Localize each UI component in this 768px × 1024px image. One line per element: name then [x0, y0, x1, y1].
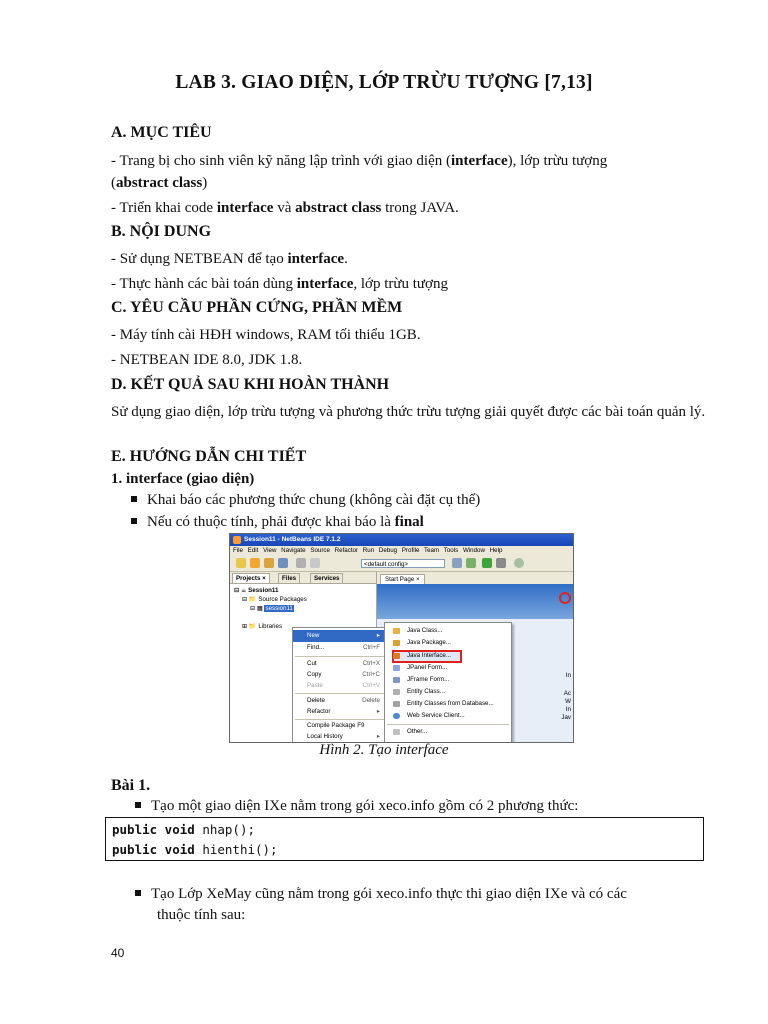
section-b-heading: B. NỘI DUNG [111, 223, 212, 240]
tab-start-page[interactable]: Start Page × [380, 574, 425, 585]
new-project-icon[interactable] [250, 558, 260, 568]
page-title: LAB 3. GIAO DIỆN, LỚP TRỪU TƯỢNG [7,13] [175, 72, 593, 93]
menu-refactor[interactable]: Refactor ▸ [307, 708, 380, 715]
section-a-heading: A. MỤC TIÊU [111, 124, 212, 141]
config-select[interactable]: <default config> [361, 559, 445, 568]
bullet-item: Tạo Lớp XeMay cũng nằm trong gói xeco.info thực thi giao diện IXe và có các [131, 886, 627, 903]
submenu-entity-class[interactable]: Entity Class... [385, 686, 511, 698]
bullet-item: Khai báo các phương thức chung (không cài đặt cụ thể) [131, 492, 480, 509]
exercise-heading: Bài 1. [111, 777, 151, 794]
tree-source-packages[interactable]: ⊟ 📁 Source Packages [242, 596, 307, 603]
toolbar [230, 555, 573, 572]
tab-projects[interactable]: Projects × [232, 573, 270, 584]
submenu-entity-classes-db[interactable]: Entity Classes from Database... [385, 698, 511, 710]
menu-cut[interactable]: Cut Ctrl+X [307, 660, 380, 667]
save-all-icon[interactable] [278, 558, 288, 568]
profile-icon[interactable] [514, 558, 524, 568]
section-c-heading: C. YÊU CẦU PHẦN CỨNG, PHẦN MỀM [111, 299, 403, 316]
figure-caption: Hình 2. Tạo interface [319, 742, 449, 758]
section-b-line2: - Thực hành các bài toán dùng interface, lớp trừu tượng [111, 276, 448, 292]
menu-item[interactable]: Help [489, 547, 503, 554]
debug-icon[interactable] [496, 558, 506, 568]
tree-package[interactable]: ⊟ ▦ session11 [250, 605, 293, 612]
menu-item[interactable]: Debug [378, 547, 398, 554]
new-file-icon[interactable] [236, 558, 246, 568]
submenu-jpanel-form[interactable]: JPanel Form... [385, 662, 511, 674]
section-e-heading: E. HƯỚNG DẪN CHI TIẾT [111, 448, 307, 465]
menu-item[interactable]: Tools [443, 547, 459, 554]
menu-item[interactable]: Team [424, 547, 440, 554]
menu-compile-package[interactable]: Compile Package F9 [307, 722, 365, 729]
start-page-banner [377, 584, 573, 619]
menu-find[interactable]: Find... Ctrl+F [307, 644, 380, 651]
netbeans-logo-icon [559, 592, 571, 604]
page-number: 40 [111, 946, 125, 960]
bullet-item: Nếu có thuộc tính, phải được khai báo là final [131, 514, 424, 531]
tree-project[interactable]: ⊟ ☕ Session11 [234, 587, 279, 594]
section-d-text: Sử dụng giao diện, lớp trừu tượng và phương thức trừu tượng giải quyết được các bài toán quản lý. [111, 404, 706, 420]
menu-item[interactable]: View [263, 547, 277, 554]
code-block [105, 817, 704, 861]
tab-services[interactable]: Services [310, 573, 343, 584]
menu-bar [230, 546, 573, 555]
tab-files[interactable]: Files [278, 573, 300, 584]
menu-item[interactable]: Source [310, 547, 330, 554]
section-b-line1: - Sử dụng NETBEAN để tạo interface. [111, 251, 348, 267]
tree-libraries[interactable]: ⊞ 📁 Libraries [242, 623, 283, 630]
menu-item[interactable]: File [233, 547, 243, 554]
clean-build-icon[interactable] [466, 558, 476, 568]
menu-delete[interactable]: Delete Delete [307, 697, 380, 704]
run-icon[interactable] [482, 558, 492, 568]
menu-local-history[interactable]: Local History ▸ [307, 733, 380, 740]
menu-copy[interactable]: Copy Ctrl+C [307, 671, 380, 678]
menu-item[interactable]: Profile [401, 547, 420, 554]
code-line: public void hienthi(); [112, 842, 278, 857]
submenu-web-service-client[interactable]: Web Service Client... [385, 710, 511, 722]
build-icon[interactable] [452, 558, 462, 568]
bullet-icon [135, 802, 141, 808]
code-line: public void nhap(); [112, 822, 256, 837]
start-page-text: In Ac W In Jav [561, 672, 571, 721]
bullet-item: Tạo một giao diện IXe nằm trong gói xeco.info gồm có 2 phương thức: [131, 798, 578, 815]
menu-item[interactable]: Navigate [281, 547, 306, 554]
section-a-line1: - Trang bị cho sinh viên kỹ năng lập trình với giao diện (interface), lớp trừu tượng [111, 153, 608, 169]
submenu-jframe-form[interactable]: JFrame Form... [385, 674, 511, 686]
context-menu [292, 627, 387, 743]
undo-icon[interactable] [296, 558, 306, 568]
submenu-java-interface[interactable]: Java Interface... [385, 650, 511, 662]
bullet-continuation: thuộc tính sau: [157, 907, 246, 923]
section-a-line2: - Triển khai code interface và abstract class trong JAVA. [111, 200, 459, 216]
bullet-icon [131, 518, 137, 524]
netbeans-icon [233, 536, 241, 544]
redo-icon[interactable] [310, 558, 320, 568]
menu-item[interactable]: Window [462, 547, 485, 554]
menu-item[interactable]: Run [362, 547, 375, 554]
netbeans-screenshot [229, 533, 574, 743]
section-c-line2: - NETBEAN IDE 8.0, JDK 1.8. [111, 352, 303, 368]
menu-item[interactable]: Refactor [334, 547, 359, 554]
panel-tabs [230, 572, 376, 584]
open-project-icon[interactable] [264, 558, 274, 568]
section-d-heading: D. KẾT QUẢ SAU KHI HOÀN THÀNH [111, 376, 390, 393]
menu-paste[interactable]: Paste Ctrl+V [307, 682, 380, 689]
menu-new[interactable]: New ▸ [293, 630, 386, 642]
submenu-java-class[interactable]: Java Class... [385, 625, 511, 637]
window-titlebar: Session11 - NetBeans IDE 7.1.2 [230, 534, 573, 546]
section-e-sub1: 1. interface (giao diện) [111, 471, 255, 487]
bullet-icon [135, 890, 141, 896]
section-a-line1b: (abstract class) [111, 175, 208, 191]
section-c-line1: - Máy tính cài HĐH windows, RAM tối thiểu 1GB. [111, 327, 421, 343]
bullet-icon [131, 496, 137, 502]
menu-item[interactable]: Edit [247, 547, 259, 554]
new-submenu [384, 622, 512, 743]
submenu-java-package[interactable]: Java Package... [385, 637, 511, 649]
submenu-other[interactable]: Other... [385, 726, 511, 738]
